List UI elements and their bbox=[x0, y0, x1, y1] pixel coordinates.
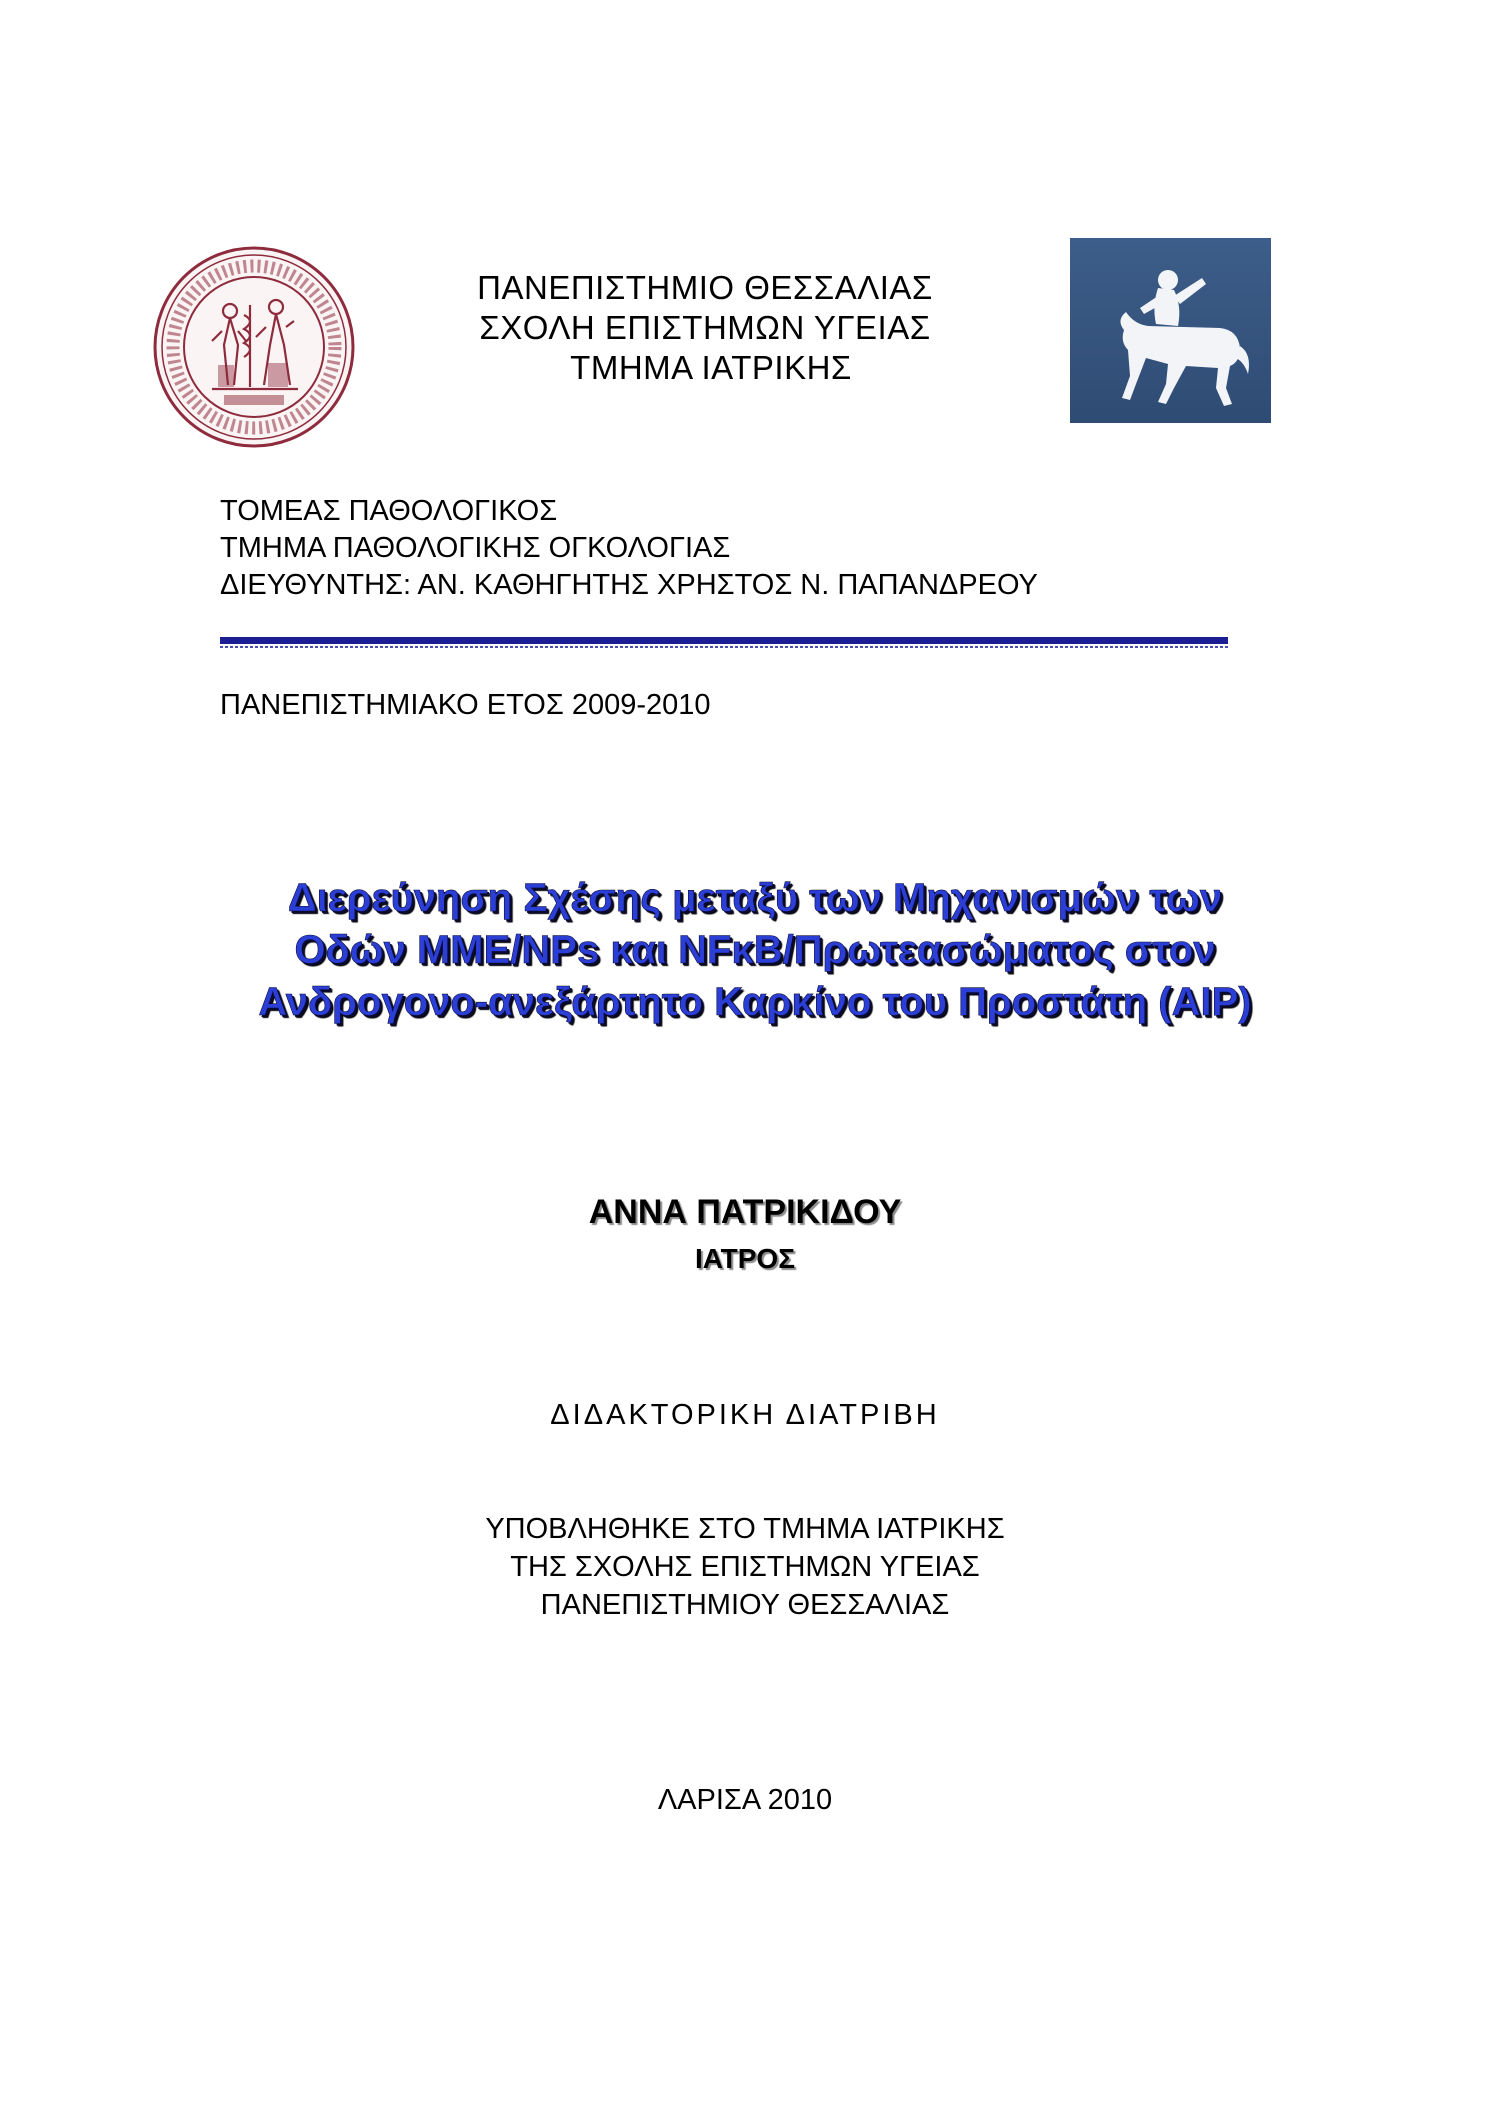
director-line: ΔΙΕΥΘΥΝΤΗΣ: ΑΝ. ΚΑΘΗΓΗΤΗΣ ΧΡΗΣΤΟΣ Ν. ΠΑΠΑΝΔΡΕΟΥ bbox=[220, 569, 1038, 601]
submission-line: ΤΗΣ ΣΧΟΛΗΣ ΕΠΙΣΤΗΜΩΝ ΥΓΕΙΑΣ bbox=[510, 1551, 980, 1583]
place-and-year: ΛΑΡΙΣΑ 2010 bbox=[657, 1784, 833, 1816]
thesis-title-line: Ανδρογονο-ανεξάρτητο Καρκίνο του Προστάτη (AIP) bbox=[258, 980, 1252, 1024]
unit-line: ΤΜΗΜΑ ΠΑΘΟΛΟΓΙΚΗΣ ΟΓΚΟΛΟΓΙΑΣ bbox=[220, 532, 731, 564]
author-role: ΙΑΤΡΟΣ bbox=[694, 1243, 796, 1274]
university-header bbox=[400, 268, 1010, 388]
school-name: ΣΧΟΛΗ ΕΠΙΣΤΗΜΩΝ ΥΓΕΙΑΣ bbox=[479, 309, 931, 346]
thesis-title-line: Οδών MME/NPs και NFκB/Πρωτεασώματος στον bbox=[294, 928, 1216, 972]
centaur-logo-icon bbox=[1070, 238, 1271, 423]
sector-line: ΤΟΜΕΑΣ ΠΑΘΟΛΟΓΙΚΟΣ bbox=[220, 495, 558, 527]
submission-line: ΥΠΟΒΛΗΘΗΚΕ ΣΤΟ ΤΜΗΜΑ ΙΑΤΡΙΚΗΣ bbox=[485, 1513, 1005, 1545]
department-name: ΤΜΗΜΑ ΙΑΤΡΙΚΗΣ bbox=[570, 349, 852, 386]
thesis-title bbox=[160, 872, 1350, 1028]
submission-line: ΠΑΝΕΠΙΣΤΗΜΙΟΥ ΘΕΣΣΑΛΙΑΣ bbox=[540, 1589, 950, 1621]
author-name: ΑΝΝΑ ΠΑΤΡΙΚΙΔΟΥ bbox=[588, 1193, 902, 1231]
submission-statement bbox=[330, 1510, 1160, 1624]
university-name: ΠΑΝΕΠΙΣΤΗΜΙΟ ΘΕΣΣΑΛΙΑΣ bbox=[477, 269, 933, 306]
thesis-title-line: Διερεύνηση Σχέσης μεταξύ των Μηχανισμών των bbox=[287, 876, 1223, 920]
horizontal-divider bbox=[220, 637, 1228, 648]
university-seal-icon bbox=[152, 245, 356, 449]
document-type: ΔΙΔΑΚΤΟΡΙΚΗ ΔΙΑΤΡΙΒΗ bbox=[550, 1399, 940, 1431]
academic-year: ΠΑΝΕΠΙΣΤΗΜΙΑΚΟ ΕΤΟΣ 2009-2010 bbox=[220, 689, 711, 721]
department-info bbox=[220, 493, 1038, 604]
